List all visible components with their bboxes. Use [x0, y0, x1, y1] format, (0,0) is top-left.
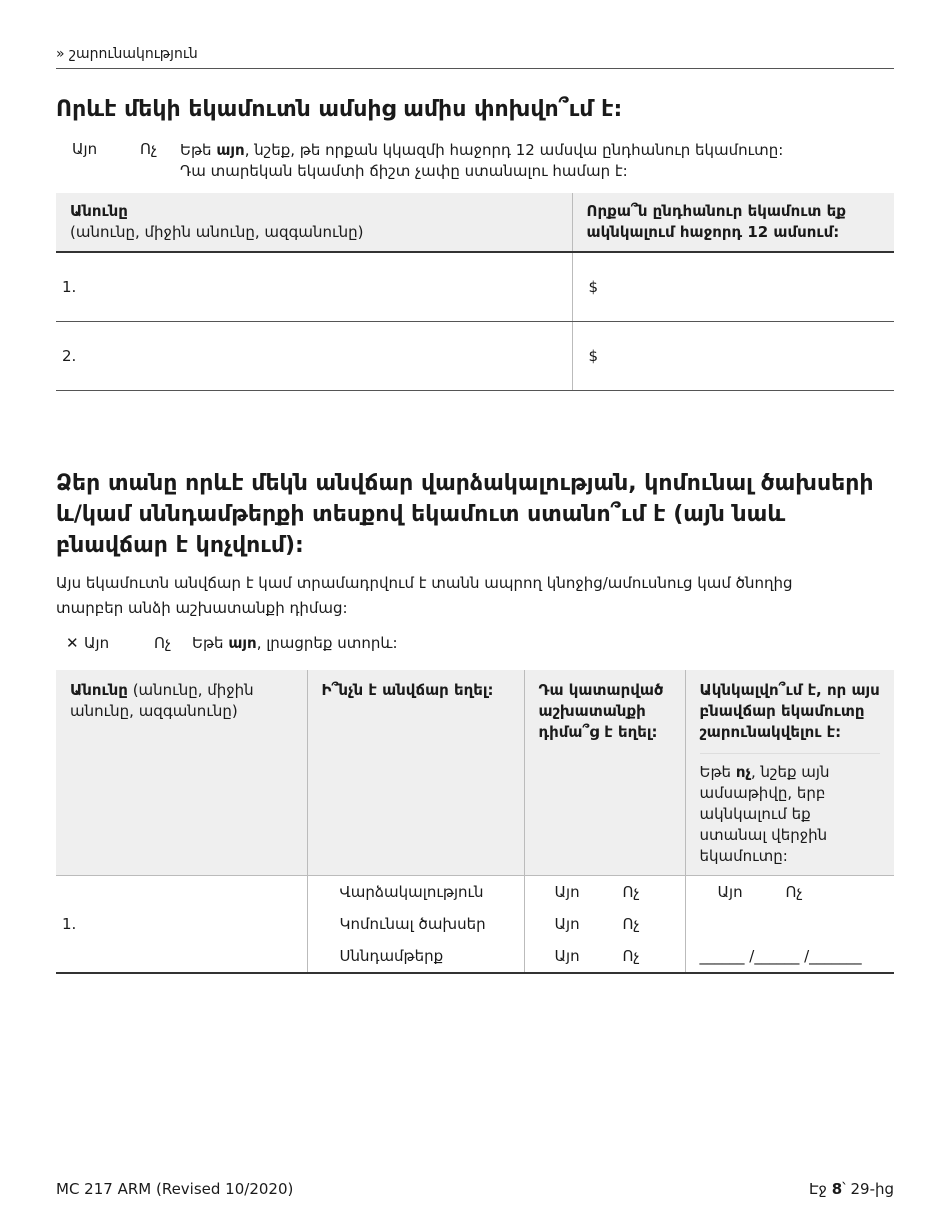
food-yes-option[interactable]: Այո: [554, 947, 580, 965]
section2-heading: Ձեր տանը որևէ մեկն անվճար վարձակալության, կոմունալ ծախսերի և/կամ սննդամթերքի տեսքով եկամուտ ստանո՞ւմ է (այն նաև բնավճար է կոչվում):: [56, 471, 874, 558]
name-header-rest: (անունը, միջին անունը, ազգանունը): [70, 223, 364, 241]
continue-yes-option[interactable]: Այո: [717, 883, 743, 901]
name-cell[interactable]: [56, 876, 307, 974]
note-prefix: Եթե: [180, 141, 217, 159]
fill-rest: , լրացրեք ստորև:: [256, 634, 398, 652]
item-utilities[interactable]: Կոմունալ ծախսեր: [339, 915, 486, 933]
item-food[interactable]: Սննդամթերք: [339, 947, 444, 965]
sub-bold: ոչ: [735, 763, 751, 781]
name-header: [56, 670, 307, 876]
continue-header-sub: [700, 753, 881, 867]
page-num: 8: [831, 1180, 843, 1198]
section1-heading: Որևէ մեկի եկամուտն ամսից ամիս փոխվո՞ւմ է:: [56, 97, 623, 122]
row-number: 1.: [62, 915, 77, 933]
continue-header-main: Ակնկալվո՞ւմ է, որ այս բնավճար եկամուտը շարունակվելու է:: [699, 681, 880, 741]
in-kind-income-table: [56, 670, 894, 974]
row-number: 1.: [62, 277, 77, 296]
checked-x-icon[interactable]: ✕: [66, 634, 79, 652]
fill-bold: այո: [228, 634, 257, 652]
table-row: [56, 876, 894, 974]
utilities-yes-option[interactable]: Այո: [554, 915, 580, 933]
food-no-option[interactable]: Ոչ: [622, 947, 640, 965]
name-cell[interactable]: [56, 321, 572, 390]
name-header-bold: Անունը: [70, 202, 128, 220]
rent-yes-option[interactable]: Այո: [554, 883, 580, 901]
end-date-field[interactable]: ______ /______ /_______: [699, 947, 862, 965]
total-income-header: Որքա՞ն ընդհանուր եկամուտ եք ակնկալում հաջորդ 12 ամսում:: [572, 193, 894, 252]
sub-prefix: Եթե: [699, 763, 736, 781]
note-bold: այո: [216, 141, 245, 159]
section2-yes-no-row: [66, 634, 398, 652]
rent-no-option[interactable]: Ոչ: [622, 883, 640, 901]
header-divider: [56, 68, 894, 69]
table-row: [56, 252, 894, 321]
name-header-rest: (անունը, միջին անունը, ազգանունը): [70, 681, 254, 720]
continue-no-option[interactable]: Ոչ: [785, 883, 803, 901]
name-header-bold: Անունը: [70, 681, 128, 699]
table-row: [56, 321, 894, 390]
fill-instruction: [192, 634, 398, 652]
section1-yes-no-row: [72, 140, 880, 182]
amount-cell[interactable]: [572, 321, 894, 390]
fill-prefix: Եթե: [192, 634, 229, 652]
dollar-sign: $: [588, 346, 599, 365]
page-prefix: Էջ: [808, 1180, 832, 1198]
form-id: MC 217 ARM (Revised 10/2020): [56, 1180, 294, 1198]
name-header: [56, 193, 572, 252]
items-cell: [307, 876, 524, 974]
page-number: [809, 1180, 894, 1198]
note-line2: Դա տարեկան եկամտի ճիշտ չափը ստանալու համար է:: [180, 162, 628, 180]
continued-label: » շարունակություն: [56, 46, 198, 62]
row-number: 2.: [62, 346, 77, 365]
continue-cell: [685, 876, 894, 974]
section2-yes-option[interactable]: Այո: [84, 634, 110, 652]
continue-header: [685, 670, 894, 876]
income-table: [56, 193, 894, 391]
for-work-cell: [524, 876, 685, 974]
for-work-header: Դա կատարված աշխատանքի դիմա՞ց է եղել:: [524, 670, 685, 876]
sub-rest: , նշեք այն ամսաթիվը, երբ ակնկալում եք ստանալ վերջին եկամուտը:: [699, 763, 830, 865]
section2-no-option[interactable]: Ոչ: [154, 634, 172, 652]
section1-no-option[interactable]: Ոչ: [140, 140, 158, 158]
name-cell[interactable]: [56, 252, 572, 321]
amount-cell[interactable]: [572, 252, 894, 321]
dollar-sign: $: [588, 277, 599, 296]
page-suffix: ՝ 29-ից: [842, 1180, 894, 1198]
utilities-no-option[interactable]: Ոչ: [622, 915, 640, 933]
item-rent[interactable]: Վարձակալություն: [339, 883, 484, 901]
section2-intro: Այս եկամուտն անվճար է կամ տրամադրվում է տանն ապրող կնոջից/ամուսնուց կամ ծնողից տարբեր անձի աշխատանքի դիմաց:: [56, 574, 793, 617]
section1-note: [180, 140, 880, 182]
section1-yes-option[interactable]: Այո: [72, 140, 98, 158]
what-free-header: Ի՞նչն է անվճար եղել:: [307, 670, 524, 876]
note-rest: , նշեք, թե որքան կկազմի հաջորդ 12 ամսվա ընդհանուր եկամուտը:: [244, 141, 784, 159]
